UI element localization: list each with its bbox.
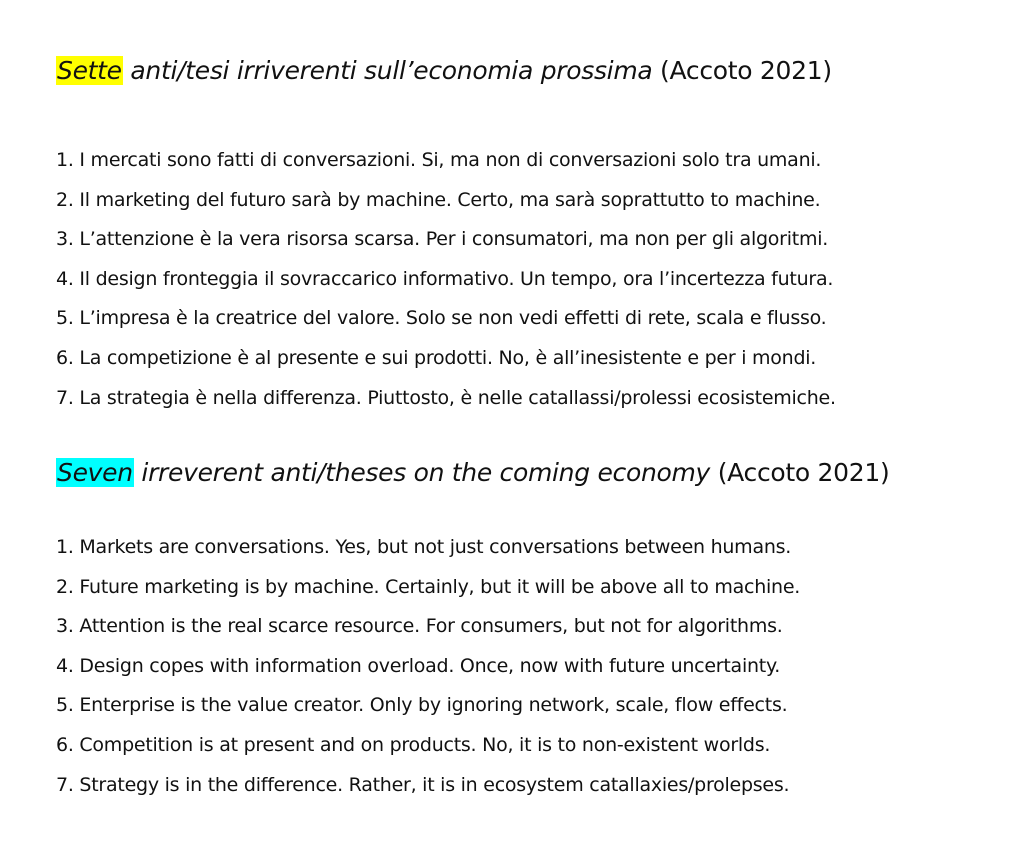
english-heading-italic: irreverent anti/theses on the coming economy xyxy=(133,458,711,487)
english-heading-highlight: Seven xyxy=(57,458,133,487)
italian-thesis-item: 2. Il marketing del futuro sarà by machine. Certo, ma sarà soprattutto to machine. xyxy=(56,188,821,211)
italian-heading-citation: (Accoto 2021) xyxy=(652,56,832,85)
english-thesis-item: 4. Design copes with information overload. Once, now with future uncertainty. xyxy=(56,654,781,677)
italian-thesis-item: 5. L’impresa è la creatrice del valore. Solo se non vedi effetti di rete, scala e flusso. xyxy=(56,307,827,330)
italian-heading xyxy=(56,52,832,90)
english-thesis-item: 7. Strategy is in the difference. Rather, it is in ecosystem catallaxies/prolepses. xyxy=(56,773,790,796)
italian-thesis-item: 3. L’attenzione è la vera risorsa scarsa. Per i consumatori, ma non per gli algoritmi. xyxy=(56,228,829,251)
english-thesis-item: 5. Enterprise is the value creator. Only by ignoring network, scale, flow effects. xyxy=(56,694,788,717)
italian-thesis-list xyxy=(56,141,836,418)
english-thesis-item: 2. Future marketing is by machine. Certainly, but it will be above all to machine. xyxy=(56,575,801,598)
italian-heading-italic: anti/tesi irriverenti sull’economia prossima xyxy=(122,56,653,85)
english-heading xyxy=(56,454,889,492)
english-thesis-list xyxy=(56,528,800,805)
italian-heading-highlight: Sette xyxy=(57,56,122,85)
italian-thesis-item: 1. I mercati sono fatti di conversazioni. Si, ma non di conversazioni solo tra umani. xyxy=(56,149,822,171)
english-heading-citation: (Accoto 2021) xyxy=(710,458,890,487)
english-thesis-item: 6. Competition is at present and on products. No, it is to non-existent worlds. xyxy=(56,733,771,756)
italian-thesis-item: 6. La competizione è al presente e sui prodotti. No, è all’inesistente e per i mondi. xyxy=(56,346,817,369)
english-thesis-item: 3. Attention is the real scarce resource. For consumers, but not for algorithms. xyxy=(56,615,783,638)
italian-thesis-item: 4. Il design fronteggia il sovraccarico informativo. Un tempo, ora l’incertezza futura. xyxy=(56,267,834,290)
english-thesis-item: 1. Markets are conversations. Yes, but not just conversations between humans. xyxy=(56,536,792,558)
italian-thesis-item: 7. La strategia è nella differenza. Piuttosto, è nelle catallassi/prolessi ecosistemiche. xyxy=(56,386,836,409)
